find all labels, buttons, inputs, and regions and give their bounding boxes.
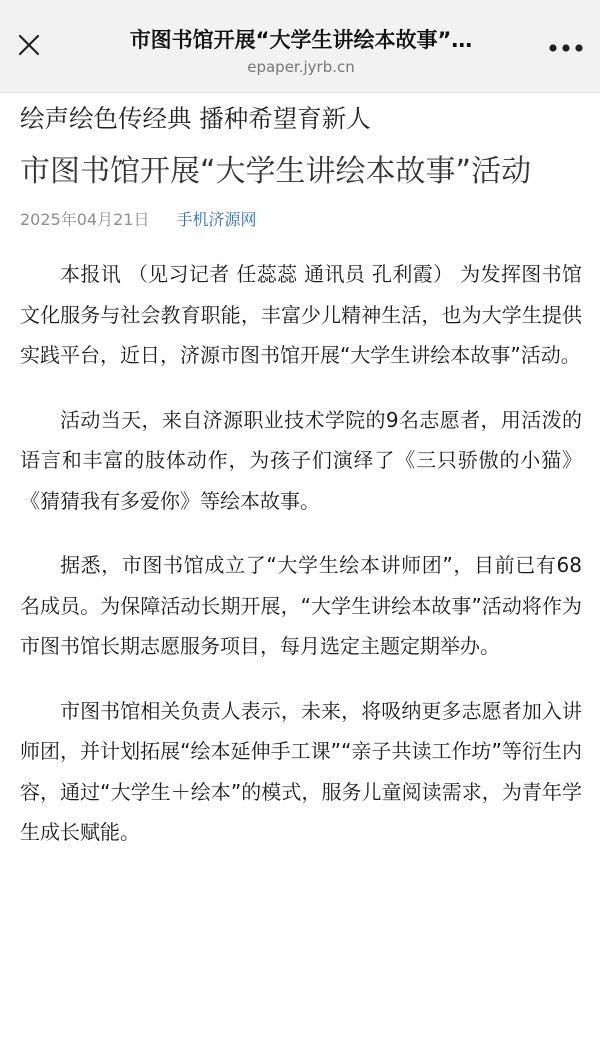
close-icon [17,33,41,61]
more-options-button[interactable] [548,34,584,60]
article-meta [20,208,582,232]
publish-date: 2025年04月21日 [20,210,150,229]
article [20,92,582,877]
article-body [20,254,582,853]
page-title: 市图书馆开展“大学生讲绘本故事”… [129,28,473,52]
more-icon [548,38,584,57]
article-paragraph: 市图书馆相关负责人表示，未来，将吸纳更多志愿者加入讲师团，并计划拓展“绘本延伸手工课”“亲子共读工作坊”等衍生内容，通过“大学生＋绘本”的模式，服务儿童阅读需求，为青年学生成长赋能。 [20,698,582,844]
close-button[interactable] [14,32,44,62]
article-paragraph: 本报讯 （见习记者 任蕊蕊 通讯员 孔利霞） 为发挥图书馆文化服务与社会教育职能，丰富少儿精神生活，也为大学生提供实践平台，近日，济源市图书馆开展“大学生讲绘本故事”活动。 [20,262,582,367]
article-paragraph: 活动当天，来自济源职业技术学院的9名志愿者，用活泼的语言和丰富的肢体动作，为孩子们演绎了《三只骄傲的小猫》《猜猜我有多爱你》等绘本故事。 [20,407,582,513]
page-domain: epaper.jyrb.cn [247,58,355,76]
browser-top-bar [0,0,600,93]
article-title: 市图书馆开展“大学生讲绘本故事”活动 [20,154,532,189]
article-subtitle: 绘声绘色传经典 播种希望育新人 [20,104,371,133]
source-link[interactable]: 手机济源网 [176,210,257,229]
article-paragraph: 据悉，市图书馆成立了“大学生绘本讲师团”，目前已有68名成员。为保障活动长期开展，“大学生讲绘本故事”活动将作为市图书馆长期志愿服务项目，每月选定主题定期举办。 [20,553,582,658]
